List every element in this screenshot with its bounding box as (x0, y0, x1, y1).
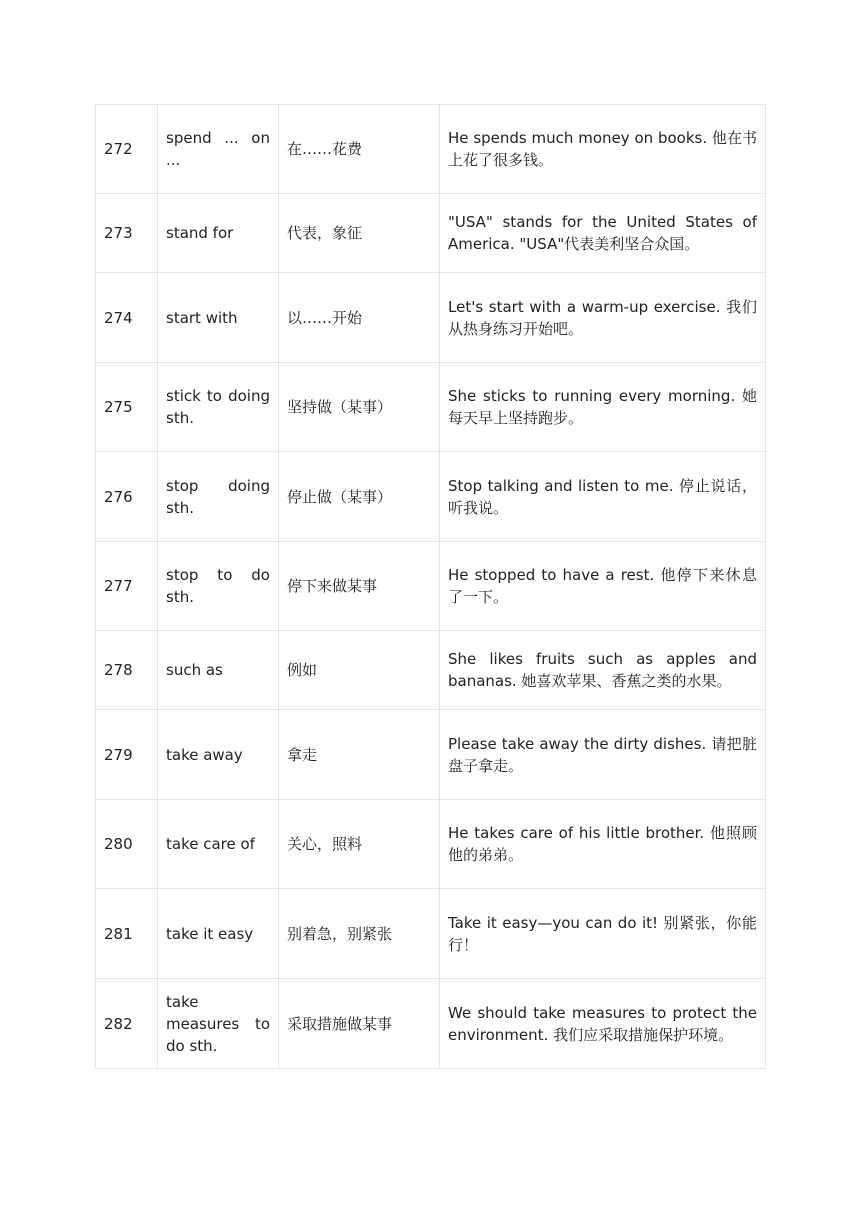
table-row (96, 273, 766, 363)
row-number: 272 (96, 105, 158, 194)
row-number: 278 (96, 631, 158, 710)
meaning-cell: 停下来做某事 (279, 542, 440, 631)
phrase-cell: stop to do sth. (158, 542, 279, 631)
row-number: 282 (96, 979, 158, 1069)
table-row (96, 889, 766, 979)
example-cell: Stop talking and listen to me. 停止说话，听我说。 (440, 452, 766, 542)
example-cell: Take it easy—you can do it! 别紧张，你能行！ (440, 889, 766, 979)
example-cell: He stopped to have a rest. 他停下来休息了一下。 (440, 542, 766, 631)
example-cell: "USA" stands for the United States of America. "USA"代表美利坚合众国。 (440, 194, 766, 273)
phrase-cell: stick to doing sth. (158, 363, 279, 452)
meaning-cell: 在……花费 (279, 105, 440, 194)
phrase-cell: take it easy (158, 889, 279, 979)
row-number: 279 (96, 710, 158, 800)
meaning-cell: 停止做（某事） (279, 452, 440, 542)
table-row (96, 194, 766, 273)
example-cell: He spends much money on books. 他在书上花了很多钱。 (440, 105, 766, 194)
example-cell: We should take measures to protect the environment. 我们应采取措施保护环境。 (440, 979, 766, 1069)
table-row (96, 105, 766, 194)
table-row (96, 979, 766, 1069)
phrase-cell: take care of (158, 800, 279, 889)
row-number: 273 (96, 194, 158, 273)
row-number: 274 (96, 273, 158, 363)
example-cell: She likes fruits such as apples and bananas. 她喜欢苹果、香蕉之类的水果。 (440, 631, 766, 710)
row-number: 281 (96, 889, 158, 979)
table-row (96, 631, 766, 710)
phrase-cell: stop doing sth. (158, 452, 279, 542)
phrase-table (95, 104, 766, 1069)
phrase-cell: take measures to do sth. (158, 979, 279, 1069)
phrase-cell: spend ... on ... (158, 105, 279, 194)
meaning-cell: 例如 (279, 631, 440, 710)
phrase-cell: stand for (158, 194, 279, 273)
row-number: 277 (96, 542, 158, 631)
table-row (96, 800, 766, 889)
meaning-cell: 代表，象征 (279, 194, 440, 273)
example-cell: She sticks to running every morning. 她每天早上坚持跑步。 (440, 363, 766, 452)
row-number: 276 (96, 452, 158, 542)
table-row (96, 542, 766, 631)
table-row (96, 452, 766, 542)
meaning-cell: 采取措施做某事 (279, 979, 440, 1069)
meaning-cell: 以……开始 (279, 273, 440, 363)
phrase-cell: such as (158, 631, 279, 710)
meaning-cell: 拿走 (279, 710, 440, 800)
meaning-cell: 关心，照料 (279, 800, 440, 889)
example-cell: Let's start with a warm-up exercise. 我们从热身练习开始吧。 (440, 273, 766, 363)
meaning-cell: 坚持做（某事） (279, 363, 440, 452)
example-cell: Please take away the dirty dishes. 请把脏盘子拿走。 (440, 710, 766, 800)
table-row (96, 710, 766, 800)
row-number: 275 (96, 363, 158, 452)
example-cell: He takes care of his little brother. 他照顾他的弟弟。 (440, 800, 766, 889)
table-row (96, 363, 766, 452)
row-number: 280 (96, 800, 158, 889)
meaning-cell: 别着急，别紧张 (279, 889, 440, 979)
phrase-cell: start with (158, 273, 279, 363)
phrase-cell: take away (158, 710, 279, 800)
